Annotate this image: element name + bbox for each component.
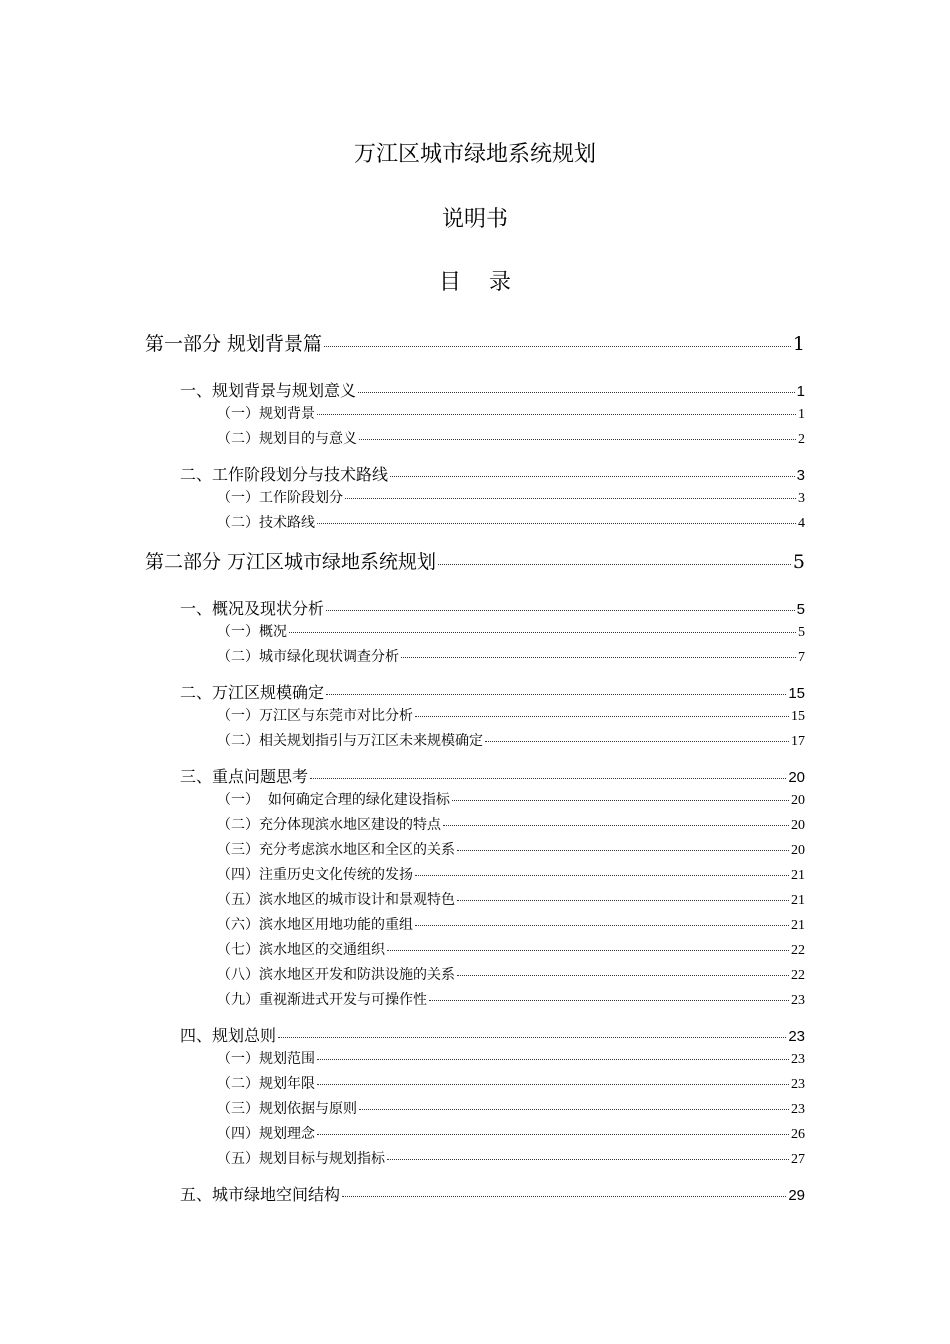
- toc-entry-page: 23: [791, 1102, 805, 1117]
- toc-entry-section[interactable]: [180, 764, 805, 787]
- toc-entry-label: （一）规划背景: [217, 406, 315, 422]
- toc-entry-label: （一）规划范围: [217, 1051, 315, 1067]
- toc-entry-page: 3: [798, 491, 805, 506]
- toc-entry-subsection[interactable]: [217, 403, 805, 423]
- dot-leader: [317, 1059, 789, 1060]
- dot-leader: [317, 1084, 789, 1085]
- toc-entry-label: （七）滨水地区的交通组织: [217, 942, 385, 958]
- toc-entry-subsection[interactable]: [217, 487, 805, 507]
- toc-entry-page: 1: [798, 407, 805, 422]
- toc-entry-section[interactable]: [180, 1182, 805, 1205]
- toc-entry-page: 20: [791, 843, 805, 858]
- toc-heading: 目 录: [439, 270, 511, 295]
- toc-entry-page: 27: [791, 1152, 805, 1167]
- toc-entry-subsection[interactable]: [217, 889, 805, 909]
- toc-entry-page: 22: [791, 943, 805, 958]
- toc-entry-part-1[interactable]: [145, 329, 805, 356]
- toc-entry-subsection[interactable]: [217, 1048, 805, 1068]
- toc-entry-label: （二）规划目的与意义: [217, 431, 357, 447]
- toc-entry-subsection[interactable]: [217, 789, 805, 809]
- dot-leader: [278, 1037, 786, 1038]
- dot-leader: [358, 392, 795, 393]
- toc-entry-page: 21: [791, 893, 805, 908]
- toc-entry-subsection[interactable]: [217, 839, 805, 859]
- toc-entry-subsection[interactable]: [217, 428, 805, 448]
- toc-entry-subsection[interactable]: [217, 914, 805, 934]
- toc-entry-page: 7: [798, 650, 805, 665]
- toc-entry-page: 17: [791, 734, 805, 749]
- toc-entry-page: 20: [791, 793, 805, 808]
- toc-entry-page: 2: [798, 432, 805, 447]
- toc-entry-label: （一）概况: [217, 624, 287, 640]
- toc-entry-page: 29: [788, 1187, 805, 1204]
- dot-leader: [390, 476, 795, 477]
- toc-entry-label: （二）城市绿化现状调查分析: [217, 649, 399, 665]
- toc-entry-subsection[interactable]: [217, 964, 805, 984]
- dot-leader: [457, 850, 789, 851]
- toc-entry-page: 15: [791, 709, 805, 724]
- toc-entry-page: 1: [796, 383, 805, 400]
- toc-entry-page: 23: [791, 1052, 805, 1067]
- toc-entry-page: 22: [791, 968, 805, 983]
- toc-entry-label: （五）规划目标与规划指标: [217, 1151, 385, 1167]
- toc-entry-label: （四）注重历史文化传统的发扬: [217, 867, 413, 883]
- toc-entry-page: 5: [798, 625, 805, 640]
- toc-entry-page: 3: [796, 467, 805, 484]
- toc-entry-label: （八）滨水地区开发和防洪设施的关系: [217, 967, 455, 983]
- toc-entry-subsection[interactable]: [217, 1098, 805, 1118]
- toc-entry-subsection[interactable]: [217, 730, 805, 750]
- dot-leader: [457, 900, 789, 901]
- toc-entry-label: （二）相关规划指引与万江区未来规模确定: [217, 733, 483, 749]
- toc-entry-subsection[interactable]: [217, 1123, 805, 1143]
- dot-leader: [345, 498, 796, 499]
- dot-leader: [359, 1109, 789, 1110]
- toc-entry-label: （一） 如何确定合理的绿化建设指标: [217, 792, 450, 808]
- dot-leader: [317, 1134, 789, 1135]
- toc-entry-subsection[interactable]: [217, 864, 805, 884]
- toc-entry-page: 20: [788, 769, 805, 786]
- toc-entry-subsection[interactable]: [217, 939, 805, 959]
- toc-entry-label: 四、规划总则: [180, 1026, 277, 1045]
- dot-leader: [317, 414, 796, 415]
- dot-leader: [387, 950, 789, 951]
- toc-entry-label: 一、概况及现状分析: [180, 599, 325, 618]
- document-title: 万江区城市绿地系统规划: [353, 142, 596, 167]
- toc-entry-subsection[interactable]: [217, 512, 805, 532]
- toc-entry-label: （四）规划理念: [217, 1126, 315, 1142]
- toc-entry-page: 21: [791, 918, 805, 933]
- toc-entry-section[interactable]: [180, 378, 805, 401]
- toc-entry-page: 23: [791, 1077, 805, 1092]
- toc-entry-section[interactable]: [180, 462, 805, 485]
- toc-entry-label: （五）滨水地区的城市设计和景观特色: [217, 892, 455, 908]
- dot-leader: [438, 564, 791, 565]
- toc-entry-label: 三、重点问题思考: [180, 767, 309, 786]
- dot-leader: [326, 610, 795, 611]
- toc-entry-page: 23: [788, 1028, 805, 1045]
- dot-leader: [429, 1000, 789, 1001]
- dot-leader: [310, 778, 786, 779]
- toc-entry-page: 5: [792, 551, 805, 573]
- toc-entry-page: 15: [788, 685, 805, 702]
- toc-entry-page: 4: [798, 516, 805, 531]
- dot-leader: [415, 925, 789, 926]
- toc-entry-label: （三）规划依据与原则: [217, 1101, 357, 1117]
- dot-leader: [387, 1159, 789, 1160]
- toc-entry-section[interactable]: [180, 1023, 805, 1046]
- toc-entry-section[interactable]: [180, 680, 805, 703]
- dot-leader: [485, 741, 789, 742]
- toc-entry-label: 二、万江区规模确定: [180, 683, 325, 702]
- toc-entry-label: （六）滨水地区用地功能的重组: [217, 917, 413, 933]
- toc-entry-label: （二）技术路线: [217, 515, 315, 531]
- toc-entry-label: （一）万江区与东莞市对比分析: [217, 708, 413, 724]
- toc-entry-subsection[interactable]: [217, 705, 805, 725]
- toc-entry-page: 23: [791, 993, 805, 1008]
- toc-entry-label: （一）工作阶段划分: [217, 490, 343, 506]
- toc-entry-page: 26: [791, 1127, 805, 1142]
- toc-entry-page: 1: [792, 333, 805, 355]
- toc-entry-label: 二、工作阶段划分与技术路线: [180, 465, 389, 484]
- toc-entry-page: 21: [791, 868, 805, 883]
- dot-leader: [443, 825, 789, 826]
- dot-leader: [317, 523, 796, 524]
- dot-leader: [324, 346, 791, 347]
- toc-entry-subsection[interactable]: [217, 1073, 805, 1093]
- toc-entry-section[interactable]: [180, 596, 805, 619]
- toc-entry-label: 一、规划背景与规划意义: [180, 381, 357, 400]
- dot-leader: [452, 800, 789, 801]
- dot-leader: [342, 1196, 786, 1197]
- toc-entry-subsection[interactable]: [217, 814, 805, 834]
- toc-entry-label: 第二部分 万江区城市绿地系统规划: [145, 551, 437, 573]
- dot-leader: [401, 657, 796, 658]
- toc-entry-label: 五、城市绿地空间结构: [180, 1185, 341, 1204]
- toc-entry-label: （三）充分考虑滨水地区和全区的关系: [217, 842, 455, 858]
- dot-leader: [457, 975, 789, 976]
- toc-entry-label: （二）充分体现滨水地区建设的特点: [217, 817, 441, 833]
- toc-entry-page: 20: [791, 818, 805, 833]
- toc-entry-label: （二）规划年限: [217, 1076, 315, 1092]
- toc-entry-subsection[interactable]: [217, 1148, 805, 1168]
- toc-entry-subsection[interactable]: [217, 646, 805, 666]
- toc-entry-part-2[interactable]: [145, 547, 805, 574]
- toc-entry-subsection[interactable]: [217, 989, 805, 1009]
- toc-entry-label: （九）重视渐进式开发与可操作性: [217, 992, 427, 1008]
- dot-leader: [359, 439, 796, 440]
- dot-leader: [289, 632, 796, 633]
- toc-entry-label: 第一部分 规划背景篇: [145, 333, 323, 355]
- document-subtitle: 说明书: [441, 207, 508, 232]
- dot-leader: [326, 694, 786, 695]
- dot-leader: [415, 875, 789, 876]
- toc-entry-page: 5: [796, 601, 805, 618]
- dot-leader: [415, 716, 789, 717]
- toc-entry-subsection[interactable]: [217, 621, 805, 641]
